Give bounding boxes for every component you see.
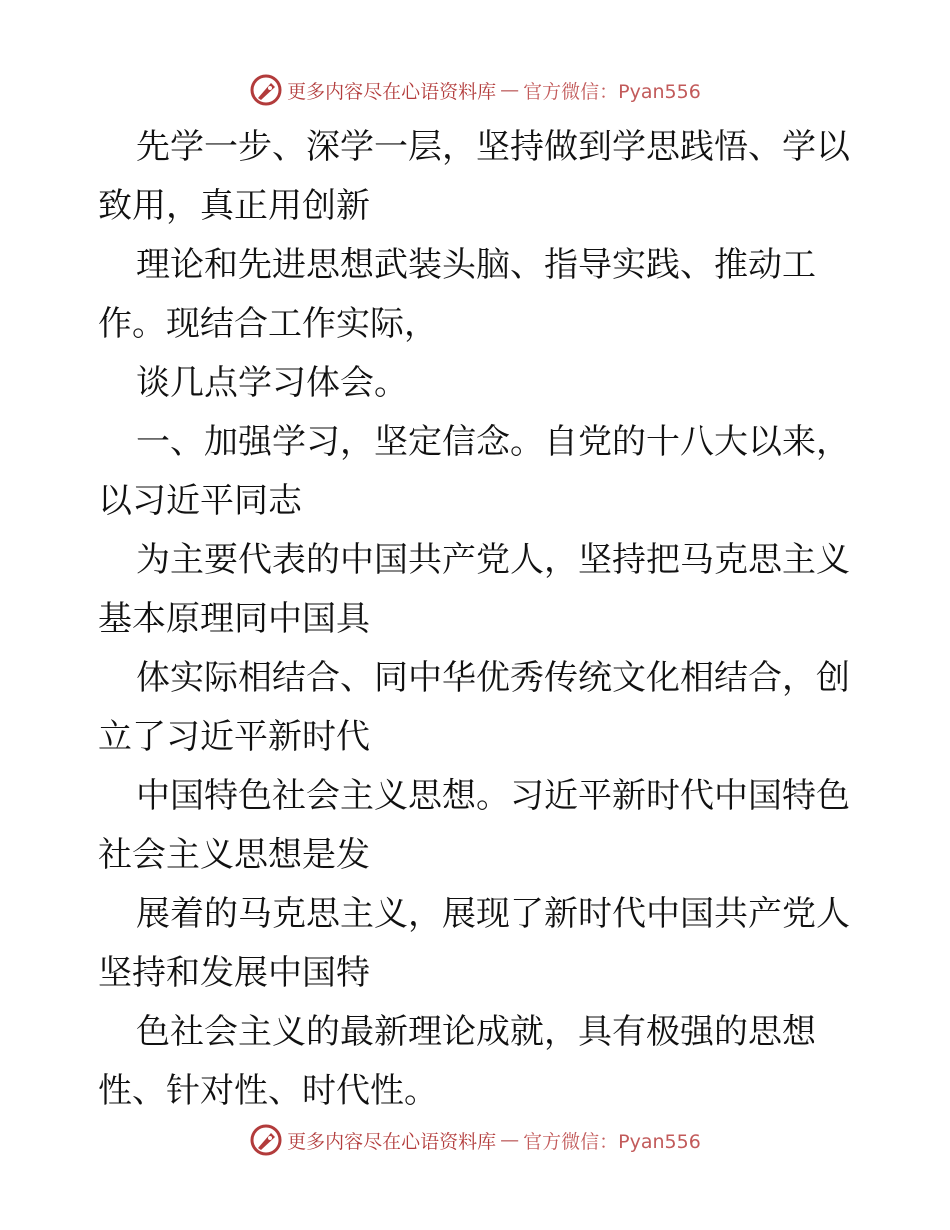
paragraph-line: 基本原理同中国具 (98, 599, 370, 639)
paragraph-line: 坚持和发展中国特 (98, 953, 370, 993)
paragraph-line: 立了习近平新时代 (98, 717, 370, 757)
paragraph (98, 118, 858, 236)
paragraph-line: 致用，真正用创新 (98, 186, 370, 226)
paragraph (98, 531, 858, 649)
paragraph-line: 为主要代表的中国共产党人，坚持把马克思主义 (136, 540, 850, 580)
banner-brand-text: 更多内容尽在心语资料库 (287, 80, 497, 103)
paragraph-line: 展着的马克思主义，展现了新时代中国共产党人 (136, 894, 850, 934)
paragraph (98, 767, 858, 885)
paragraph-line: 先学一步、深学一层，坚持做到学思践悟、学以 (136, 127, 850, 167)
paragraph (98, 413, 858, 531)
paragraph-line: 谈几点学习体会。 (136, 363, 408, 403)
pen-nib-logo-icon (249, 73, 283, 107)
paragraph (98, 1003, 858, 1121)
paragraph-line: 中国特色社会主义思想。习近平新时代中国特色 (136, 776, 850, 816)
paragraph-line: 体实际相结合、同中华优秀传统文化相结合，创 (136, 658, 850, 698)
paragraph-line: 性、针对性、时代性。 (98, 1071, 438, 1111)
banner-wechat-text: 官方微信：Pyan556 (523, 80, 701, 103)
document-body (98, 118, 858, 1121)
footer-banner (0, 1120, 950, 1160)
paragraph (98, 354, 858, 413)
header-banner (0, 70, 950, 110)
paragraph-line: 色社会主义的最新理论成就，具有极强的思想 (136, 1012, 816, 1052)
paragraph-line: 作。现结合工作实际， (98, 304, 438, 344)
paragraph (98, 885, 858, 1003)
banner-dash: — (500, 79, 520, 101)
pen-nib-logo-icon (249, 1123, 283, 1157)
paragraph-line: 理论和先进思想武装头脑、指导实践、推动工 (136, 245, 816, 285)
banner-dash: — (500, 1129, 520, 1151)
paragraph-line: 一、加强学习，坚定信念。自党的十八大以来， (136, 422, 850, 462)
paragraph (98, 649, 858, 767)
paragraph-line: 以习近平同志 (98, 481, 302, 521)
banner-brand-text: 更多内容尽在心语资料库 (287, 1130, 497, 1153)
paragraph (98, 236, 858, 354)
banner-wechat-text: 官方微信：Pyan556 (523, 1130, 701, 1153)
paragraph-line: 社会主义思想是发 (98, 835, 370, 875)
